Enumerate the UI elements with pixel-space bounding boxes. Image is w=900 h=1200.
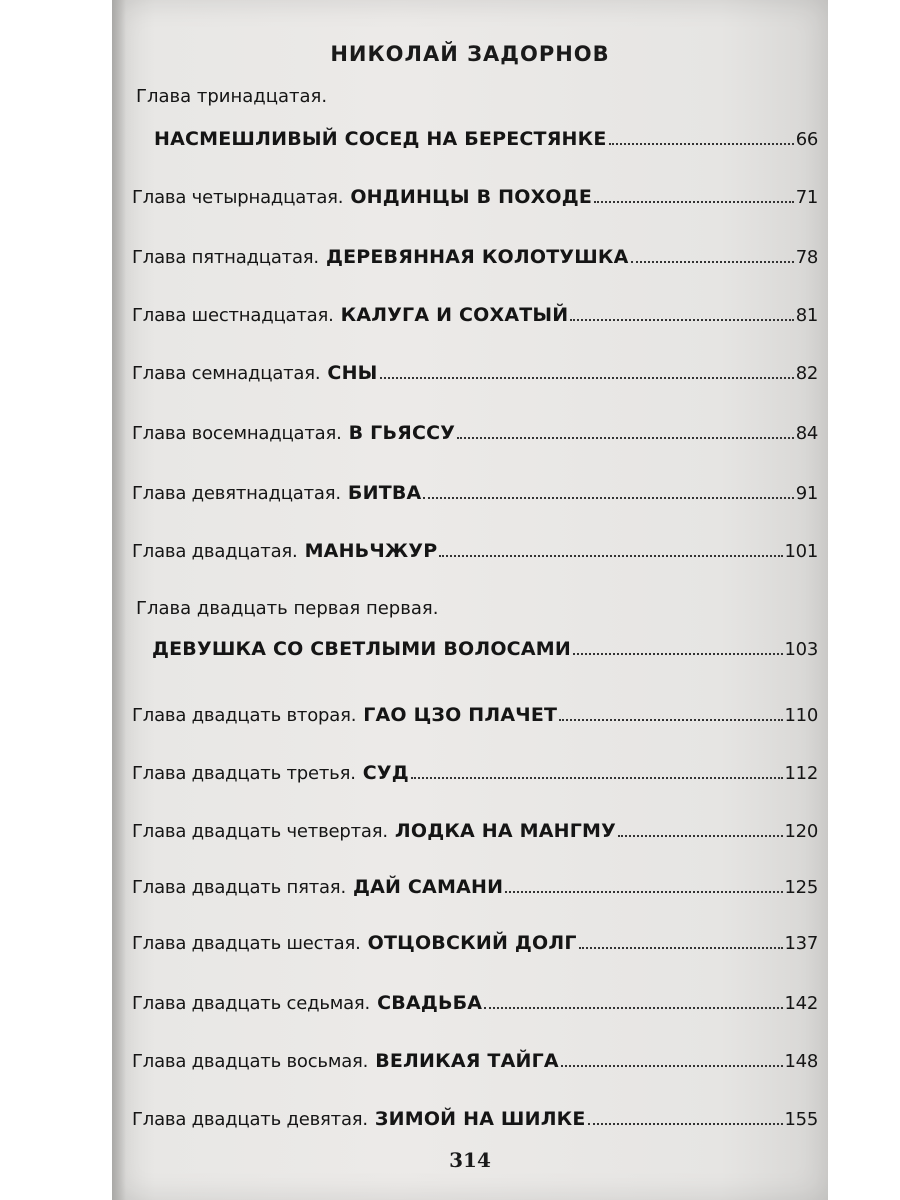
toc-entry-page: 84 (795, 423, 818, 444)
toc-entry-title: ДЕВУШКА СО СВЕТЛЫМИ ВОЛОСАМИ (152, 638, 571, 660)
leader-dots (484, 1007, 782, 1009)
toc-entry (132, 1050, 818, 1072)
toc-entry-prefix: Глава двадцатая. (132, 541, 298, 562)
toc-entry-page: 110 (784, 705, 818, 726)
toc-entry-prefix: Глава пятнадцатая. (132, 247, 319, 268)
toc-entry-title: СУД (362, 762, 409, 784)
toc-entry-page: 112 (784, 763, 818, 784)
toc-entry-page: 148 (784, 1051, 818, 1072)
leader-dots (457, 437, 794, 439)
toc-entry-page: 78 (795, 247, 818, 268)
toc-entry (132, 876, 818, 898)
toc-entry (132, 992, 818, 1014)
toc-entry-prefix: Глава двадцать шестая. (132, 933, 361, 954)
toc-entry-prefix: Глава двадцать четвертая. (132, 821, 388, 842)
page-number: 314 (449, 1148, 491, 1172)
leader-dots (631, 261, 794, 263)
toc-entry-title: ГАО ЦЗО ПЛАЧЕТ (363, 704, 558, 726)
toc-entry (132, 304, 818, 326)
toc-entry (152, 638, 818, 660)
toc-entry-page: 101 (784, 541, 818, 562)
toc-entry-page: 71 (795, 187, 818, 208)
toc-entry-prefix: Глава двадцать первая первая. (136, 598, 439, 619)
running-header-author: НИКОЛАЙ ЗАДОРНОВ (330, 42, 610, 66)
toc-entry-prefix: Глава четырнадцатая. (132, 187, 344, 208)
toc-entry-title: В ГЬЯССУ (348, 422, 456, 444)
leader-dots (618, 835, 783, 837)
book-page (112, 0, 828, 1200)
toc-entry-page: 66 (795, 129, 818, 150)
toc-entry (132, 186, 818, 208)
toc-entry (132, 1108, 818, 1130)
toc-entry (132, 762, 818, 784)
toc-entry-title: ОТЦОВСКИЙ ДОЛГ (367, 932, 577, 954)
leader-dots (570, 319, 793, 321)
leader-dots (505, 891, 782, 893)
leader-dots (579, 947, 783, 949)
toc-entry-title: ЗИМОЙ НА ШИЛКЕ (374, 1108, 586, 1130)
toc-entry-page: 103 (784, 639, 818, 660)
toc-entry-title: МАНЬЧЖУР (304, 540, 438, 562)
toc-entry-page: 81 (795, 305, 818, 326)
toc-entry-page: 142 (784, 993, 818, 1014)
toc-entry-page: 125 (784, 877, 818, 898)
toc-entry (132, 246, 818, 268)
leader-dots (609, 143, 794, 145)
toc-entry-title: ЛОДКА НА МАНГМУ (394, 820, 616, 842)
leader-dots (573, 653, 783, 655)
toc-entry-page: 91 (795, 483, 818, 504)
toc-entry-prefix: Глава двадцать восьмая. (132, 1051, 369, 1072)
toc-entry-prefix: Глава тринадцатая. (136, 86, 328, 107)
toc-entry-page: 155 (784, 1109, 818, 1130)
toc-entry-prefix: Глава двадцать пятая. (132, 877, 346, 898)
leader-dots (380, 377, 794, 379)
leader-dots (559, 719, 782, 721)
toc-entry-page: 120 (784, 821, 818, 842)
toc-entry-title: ДАЙ САМАНИ (352, 876, 504, 898)
toc-entry-title: ОНДИНЦЫ В ПОХОДЕ (350, 186, 593, 208)
table-of-contents (112, 0, 828, 1200)
toc-entry-prefix: Глава восемнадцатая. (132, 423, 342, 444)
toc-entry (132, 540, 818, 562)
leader-dots (588, 1123, 783, 1125)
toc-entry-title: НАСМЕШЛИВЫЙ СОСЕД НА БЕРЕСТЯНКЕ (154, 128, 607, 150)
toc-entry-title: КАЛУГА И СОХАТЫЙ (340, 304, 569, 326)
toc-entry-page: 137 (784, 933, 818, 954)
toc-entry-prefix: Глава двадцать девятая. (132, 1109, 368, 1130)
toc-entry-prefix: Глава девятнадцатая. (132, 483, 341, 504)
leader-dots (439, 555, 782, 557)
toc-entry (132, 482, 818, 504)
toc-entry (132, 362, 818, 384)
toc-entry (132, 932, 818, 954)
toc-entry-prefix: Глава двадцать седьмая. (132, 993, 371, 1014)
toc-entry-prefix: Глава двадцать третья. (132, 763, 356, 784)
leader-dots (594, 201, 794, 203)
toc-entry-title: БИТВА (347, 482, 422, 504)
toc-entry (154, 128, 818, 150)
leader-dots (411, 777, 783, 779)
toc-entry-title: ВЕЛИКАЯ ТАЙГА (375, 1050, 559, 1072)
toc-entry (132, 422, 818, 444)
toc-entry-prefix: Глава шестнадцатая. (132, 305, 334, 326)
toc-entry-title: ДЕРЕВЯННАЯ КОЛОТУШКА (325, 246, 629, 268)
toc-entry-prefix: Глава двадцать вторая. (132, 705, 357, 726)
toc-entry (132, 820, 818, 842)
toc-entry-title: СВАДЬБА (377, 992, 483, 1014)
toc-entry-prefix: Глава семнадцатая. (132, 363, 321, 384)
toc-entry-title: СНЫ (327, 362, 378, 384)
leader-dots (423, 497, 793, 499)
toc-entry-page: 82 (795, 363, 818, 384)
leader-dots (561, 1065, 783, 1067)
toc-entry (132, 704, 818, 726)
